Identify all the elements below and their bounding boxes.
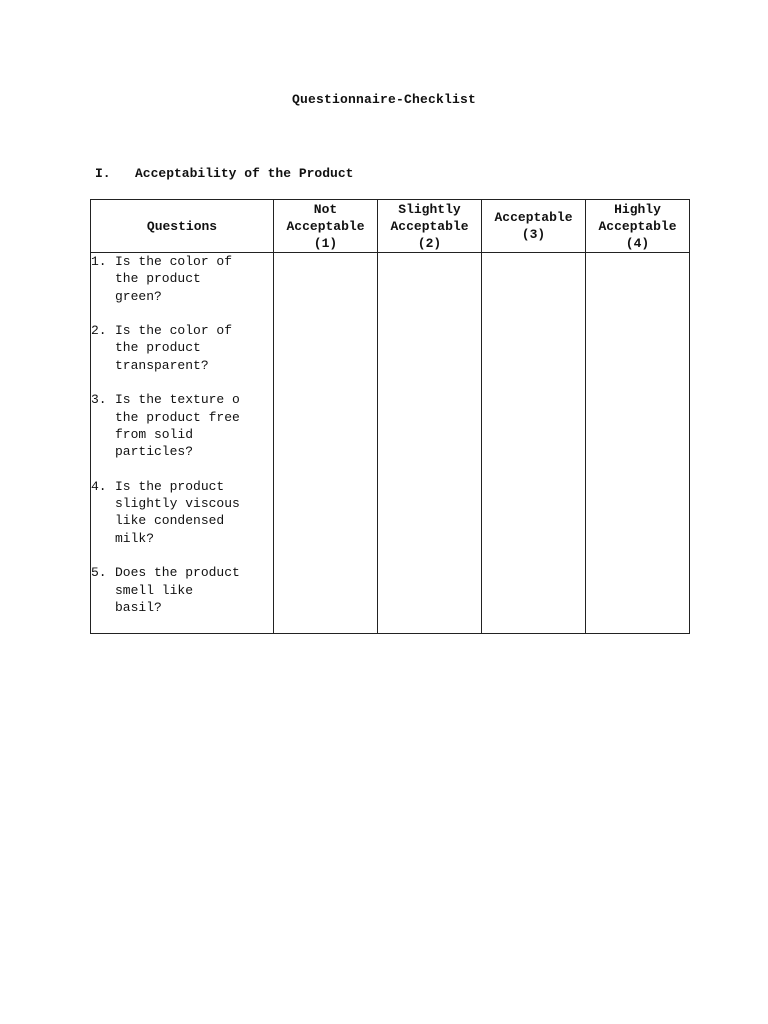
question-item	[91, 391, 273, 460]
question-list	[91, 253, 273, 616]
question-text: Is the product slightly viscous like condensed milk?	[115, 478, 240, 546]
question-text: Does the product smell like basil?	[115, 565, 240, 615]
question-item	[91, 253, 273, 305]
rating-cell-slightly-acceptable[interactable]	[378, 253, 482, 634]
header-not-acceptable	[274, 200, 378, 253]
question-text: Is the color of the product transparent?	[115, 323, 233, 373]
header-questions	[91, 200, 274, 253]
header-line: Slightly	[398, 201, 461, 217]
question-text: Is the color of the product green?	[115, 254, 233, 304]
table-header-row	[91, 200, 690, 253]
rating-cell-not-acceptable[interactable]	[274, 253, 378, 634]
section-numeral: I.	[95, 166, 111, 181]
header-line: (2)	[417, 235, 442, 251]
question-number: 3.	[91, 392, 107, 408]
acceptability-table	[90, 199, 690, 634]
question-number: 2.	[91, 323, 107, 339]
question-number: 4.	[91, 478, 107, 494]
header-slightly-acceptable	[378, 200, 482, 253]
header-line: Acceptable	[598, 218, 677, 234]
questions-cell	[91, 253, 274, 634]
table-row	[91, 253, 690, 634]
header-line: Not	[313, 201, 338, 217]
header-line: (1)	[313, 235, 338, 251]
header-line: Highly	[614, 201, 661, 217]
header-line: Questions	[146, 218, 218, 234]
header-line: Acceptable	[286, 218, 365, 234]
header-line: (4)	[625, 235, 650, 251]
rating-cell-highly-acceptable[interactable]	[586, 253, 690, 634]
header-highly-acceptable	[586, 200, 690, 253]
section-heading-text: Acceptability of the Product	[135, 166, 354, 181]
header-acceptable	[482, 200, 586, 253]
header-line: (3)	[521, 227, 546, 242]
rating-cell-acceptable[interactable]	[482, 253, 586, 634]
document-title: Questionnaire-Checklist	[291, 92, 477, 107]
question-number: 5.	[91, 565, 107, 581]
header-line: Acceptable	[494, 210, 573, 225]
question-text: Is the texture o the product free from solid particles?	[115, 392, 240, 460]
section-heading	[95, 166, 353, 181]
question-item	[91, 564, 273, 616]
question-item	[91, 478, 273, 547]
question-number: 1.	[91, 254, 107, 269]
question-item	[91, 322, 273, 374]
header-line: Acceptable	[390, 218, 469, 234]
